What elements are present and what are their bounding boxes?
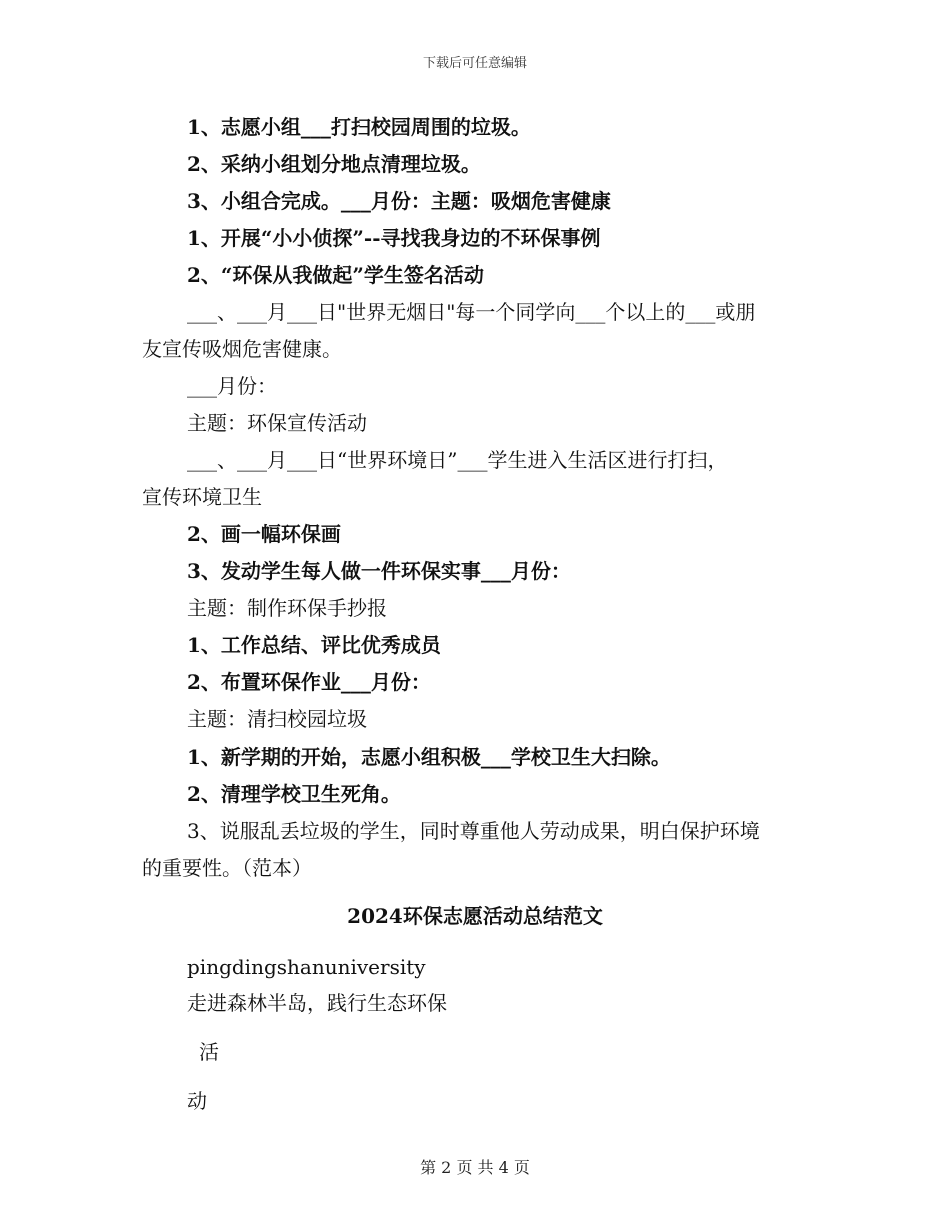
- text-line: 主题：清扫校园垃圾: [187, 707, 367, 731]
- text-line: 1、志愿小组___打扫校园周围的垃圾。: [187, 115, 531, 139]
- text-line: 动: [187, 1089, 207, 1113]
- text-line: 2、采纳小组划分地点清理垃圾。: [187, 152, 481, 176]
- text-line: 3、小组合完成。___月份：主题：吸烟危害健康: [187, 189, 611, 213]
- text-line: 主题：环保宣传活动: [187, 411, 367, 435]
- section-title: 2024环保志愿活动总结范文: [347, 904, 603, 928]
- text-line: 1、开展“小小侦探”--寻找我身边的不环保事例: [187, 226, 601, 250]
- text-line: ___、___月___日"世界无烟日"每一个同学向___个以上的___或朋: [187, 300, 756, 324]
- text-line: 1、工作总结、评比优秀成员: [187, 633, 441, 657]
- text-line: 宣传环境卫生: [142, 485, 262, 509]
- page-header: 下载后可任意编辑: [422, 56, 527, 71]
- text-line: ___月份：: [187, 374, 277, 398]
- text-line: 1、新学期的开始，志愿小组积极___学校卫生大扫除。: [187, 745, 671, 769]
- text-line: ___、___月___日“世界环境日”___学生进入生活区进行打扫，: [187, 448, 728, 472]
- text-line: 友宣传吸烟危害健康。: [142, 337, 342, 361]
- text-line: 2、“环保从我做起”学生签名活动: [187, 263, 484, 287]
- text-line: 活: [199, 1040, 219, 1064]
- text-line: 主题：制作环保手抄报: [187, 596, 387, 620]
- page-number: 第 2 页 共 4 页: [420, 1158, 530, 1177]
- text-line: 的重要性。（范本）: [142, 856, 312, 880]
- text-line: 2、清理学校卫生死角。: [187, 782, 401, 806]
- text-line: 走进森林半岛，践行生态环保: [187, 991, 447, 1015]
- text-line: pingdingshanuniversity: [187, 955, 426, 979]
- text-line: 2、画一幅环保画: [187, 522, 341, 546]
- text-line: 3、发动学生每人做一件环保实事___月份：: [187, 559, 571, 583]
- text-line: 3、说服乱丢垃圾的学生，同时尊重他人劳动成果，明白保护环境: [187, 819, 760, 843]
- text-line: 2、布置环保作业___月份：: [187, 670, 431, 694]
